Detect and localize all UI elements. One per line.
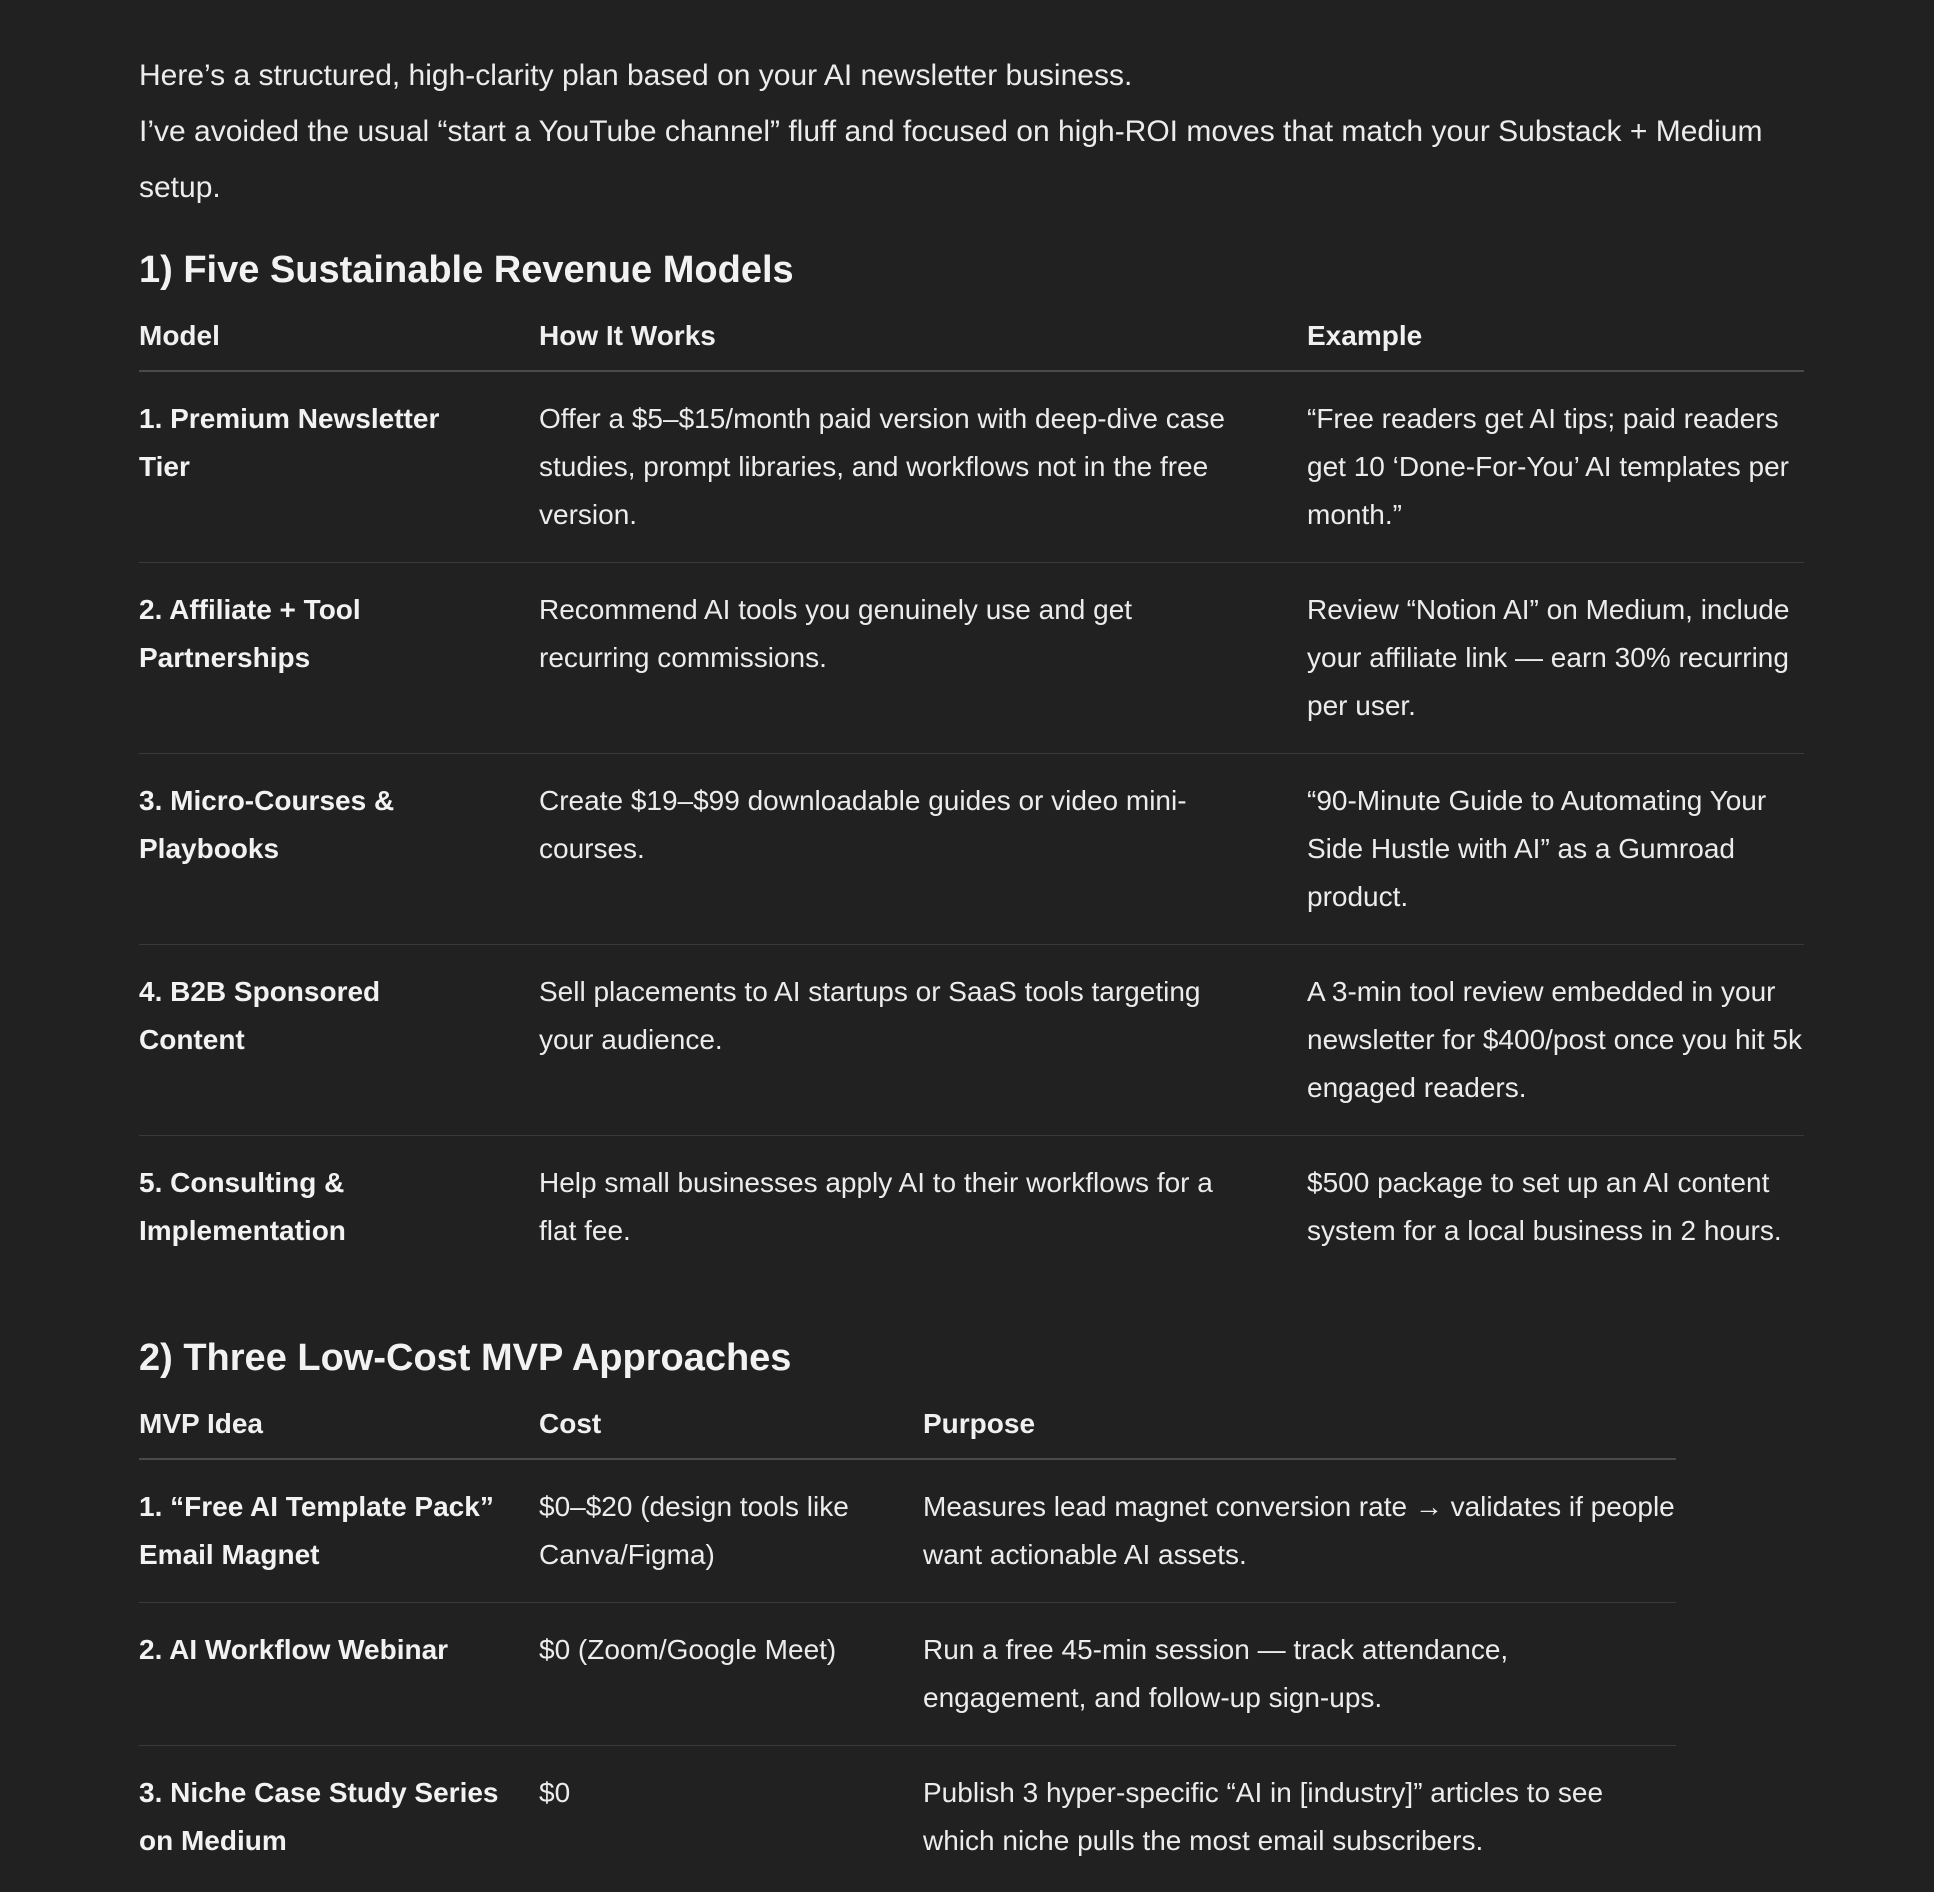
how-it-works-cell: Help small businesses apply AI to their workflows for a flat fee. bbox=[539, 1167, 1213, 1246]
chat-response bbox=[139, 48, 1804, 1888]
mvp-approaches-table bbox=[139, 1390, 1676, 1888]
model-cell: 2. Affiliate + Tool Partnerships bbox=[139, 563, 539, 754]
example-cell: A 3-min tool review embedded in your newsletter for $400/post once you hit 5k engaged readers. bbox=[1307, 945, 1804, 1136]
model-cell: 5. Consulting & Implementation bbox=[139, 1167, 346, 1246]
column-header-purpose: Purpose bbox=[923, 1390, 1676, 1459]
example-cell: “90-Minute Guide to Automating Your Side Hustle with AI” as a Gumroad product. bbox=[1307, 754, 1804, 945]
example-cell: $500 package to set up an AI content system for a local business in 2 hours. bbox=[1307, 1167, 1782, 1246]
cost-cell: $0 (Zoom/Google Meet) bbox=[539, 1603, 923, 1746]
how-it-works-cell: Create $19–$99 downloadable guides or video mini-courses. bbox=[539, 754, 1307, 945]
cost-cell: $0–$20 (design tools like Canva/Figma) bbox=[539, 1459, 923, 1603]
column-header-mvp-idea: MVP Idea bbox=[139, 1390, 539, 1459]
intro-line-1: Here’s a structured, high-clarity plan based on your AI newsletter business. bbox=[139, 59, 1133, 92]
table-row bbox=[139, 1603, 1676, 1746]
cost-cell: $0 bbox=[539, 1777, 571, 1808]
table-row bbox=[139, 754, 1804, 945]
table-row bbox=[139, 1746, 1676, 1889]
how-it-works-cell: Offer a $5–$15/month paid version with deep-dive case studies, prompt libraries, and workflows not in the free version. bbox=[539, 371, 1307, 563]
how-it-works-cell: Recommend AI tools you genuinely use and get recurring commissions. bbox=[539, 563, 1307, 754]
mvp-idea-cell: 3. Niche Case Study Series on Medium bbox=[139, 1777, 499, 1856]
table-row bbox=[139, 945, 1804, 1136]
mvp-idea-cell: 1. “Free AI Template Pack” Email Magnet bbox=[139, 1459, 539, 1603]
intro-paragraph bbox=[139, 48, 1804, 216]
how-it-works-cell: Sell placements to AI startups or SaaS tools targeting your audience. bbox=[539, 945, 1307, 1136]
table-row bbox=[139, 563, 1804, 754]
mvp-idea-cell: 2. AI Workflow Webinar bbox=[139, 1603, 539, 1746]
table-header-row bbox=[139, 302, 1804, 371]
table-row bbox=[139, 1459, 1676, 1603]
column-header-cost: Cost bbox=[539, 1390, 923, 1459]
column-header-example: Example bbox=[1307, 302, 1804, 371]
purpose-cell: Measures lead magnet conversion rate → validates if people want actionable AI assets. bbox=[923, 1459, 1676, 1603]
example-cell: Review “Notion AI” on Medium, include your affiliate link — earn 30% recurring per user. bbox=[1307, 563, 1804, 754]
model-cell: 1. Premium Newsletter Tier bbox=[139, 371, 539, 563]
model-cell: 3. Micro-Courses & Playbooks bbox=[139, 754, 539, 945]
purpose-cell: Run a free 45-min session — track attendance, engagement, and follow-up sign-ups. bbox=[923, 1603, 1676, 1746]
purpose-cell: Publish 3 hyper-specific “AI in [industry]” articles to see which niche pulls the most email subscribers. bbox=[923, 1777, 1604, 1856]
example-cell: “Free readers get AI tips; paid readers get 10 ‘Done-For-You’ AI templates per month.” bbox=[1307, 371, 1804, 563]
table-header-row bbox=[139, 1390, 1676, 1459]
intro-line-2: I’ve avoided the usual “start a YouTube channel” fluff and focused on high-ROI moves that match your Substack + Medium setup. bbox=[139, 115, 1763, 204]
model-cell: 4. B2B Sponsored Content bbox=[139, 945, 539, 1136]
table-row bbox=[139, 371, 1804, 563]
mvp-approaches-heading: 2) Three Low-Cost MVP Approaches bbox=[139, 1337, 792, 1379]
revenue-models-table bbox=[139, 302, 1804, 1278]
column-header-how-it-works: How It Works bbox=[539, 302, 1307, 371]
column-header-model: Model bbox=[139, 302, 539, 371]
table-row bbox=[139, 1136, 1804, 1279]
revenue-models-heading: 1) Five Sustainable Revenue Models bbox=[139, 249, 794, 291]
